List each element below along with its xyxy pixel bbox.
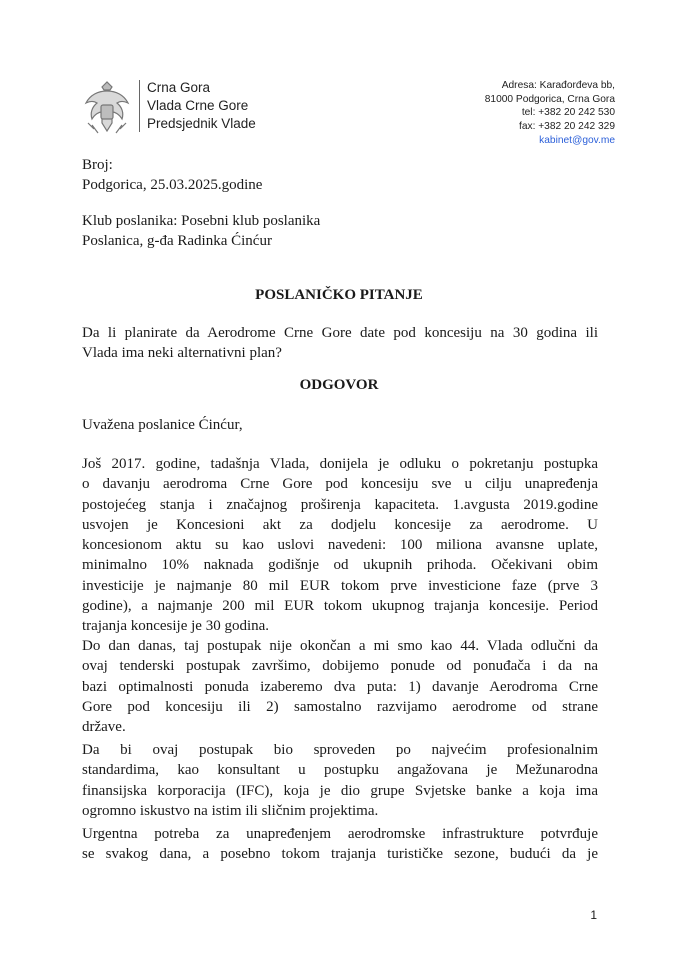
salutation-text: Uvažena poslanice Ćinćur, [82, 417, 243, 433]
email-link[interactable]: kabinet@gov.me [539, 134, 615, 146]
club-name: Klub poslanika: Posebni klub poslanika [82, 213, 321, 229]
page-number: 1 [590, 908, 597, 922]
paragraph-line: ogromno iskustvo na istim ili sličnim projektima. [82, 802, 379, 819]
org-government: Vlada Crne Gore [147, 98, 249, 113]
paragraph-line: trajanja koncesije je 30 godina. [82, 618, 270, 635]
salutation [82, 415, 243, 435]
paragraph-2 [82, 636, 598, 737]
paragraph-line: godine), a najmanje 200 mil EUR tokom ukupnog trajanja koncesije. Period [82, 598, 598, 615]
question-title: POSLANIČKO PITANJE [255, 287, 423, 303]
paragraph-line: Da bi ovaj postupak bio sproveden po najvećim profesionalnim [82, 742, 598, 758]
question-text [82, 323, 598, 364]
paragraph-line: o davanju aerodroma Crne Gore pod koncesiju sve u cilju unapređenja [82, 476, 598, 493]
fax: fax: +382 20 242 329 [518, 121, 615, 133]
paragraph-line: standardima, kao konsultant u postupku angažovana je Mežunarodna [82, 762, 598, 779]
paragraph-line: usvojen je Koncesioni akt za dodjelu koncesije za aerodrome. U [82, 516, 598, 533]
org-country: Crna Gora [147, 80, 211, 95]
recipient-name: Poslanica, g-đa Radinka Ćinćur [82, 233, 272, 250]
paragraph-line: Još 2017. godine, tadašnja Vlada, donijela je odluku o pokretanju postupka [82, 456, 598, 472]
paragraph-line: države. [82, 719, 126, 736]
paragraph-line: se svakog dana, a posebno tokom trajanja turističke sezone, budući da je [82, 846, 598, 863]
paragraph-line: investicije je najmanje 80 mil EUR tokom prve investicione faze (prve 3 [82, 577, 598, 594]
phone: tel: +382 20 242 530 [521, 107, 615, 119]
place-date: Podgorica, 25.03.2025.godine [82, 177, 263, 194]
paragraph-4 [82, 824, 598, 865]
paragraph-line: finansijska korporacija (IFC), koja je dio grupe Svjetske banke a koja ima [82, 782, 598, 799]
montenegro-coat-of-arms-icon [80, 79, 134, 137]
paragraph-1 [82, 454, 598, 637]
paragraph-line: Gore pod koncesiju ili 2) samostalno razvijamo aerodrome od strane [82, 698, 598, 715]
address-line-2: 81000 Podgorica, Crna Gora [484, 93, 615, 105]
paragraph-line: ovaj tenderski postupak završimo, dobijemo ponude od ponuđača i da na [82, 658, 598, 675]
header-divider [139, 80, 140, 132]
contact-block [485, 79, 615, 148]
address-line-1: Adresa: Karađorđeva bb, [501, 80, 615, 91]
paragraph-line: minimalno 10% naknada godišnje od ukupnih prihoda. Očekivani obim [82, 557, 598, 574]
paragraph-line: Urgentna potreba za unapređenjem aerodromske infrastrukture potvrđuje [82, 826, 598, 842]
paragraph-line: postojećeg stanja i značajnog proširenja kapaciteta. 1.avgusta 2019.godine [82, 496, 598, 513]
org-office: Predsjednik Vlade [147, 116, 256, 131]
paragraph-line: bazi optimalnosti ponuda izaberemo dva puta: 1) davanje Aerodroma Crne [82, 678, 598, 695]
answer-title: ODGOVOR [299, 377, 379, 393]
question-line: Vlada ima neki alternativni plan? [82, 345, 282, 362]
reference-block [82, 155, 262, 195]
paragraph-line: koncesionom aktu su kao uslovi navedeni: 100 miliona avansne uplate, [82, 537, 598, 554]
paragraph-3 [82, 740, 598, 821]
header-organization [147, 79, 256, 133]
reference-number: Broj: [82, 157, 113, 173]
question-line: Da li planirate da Aerodrome Crne Gore date pod koncesiju na 30 godina ili [82, 325, 598, 341]
recipient-block [82, 211, 320, 251]
paragraph-line: Do dan danas, taj postupak nije okončan a mi smo kao 44. Vlada odlučni da [82, 638, 598, 654]
